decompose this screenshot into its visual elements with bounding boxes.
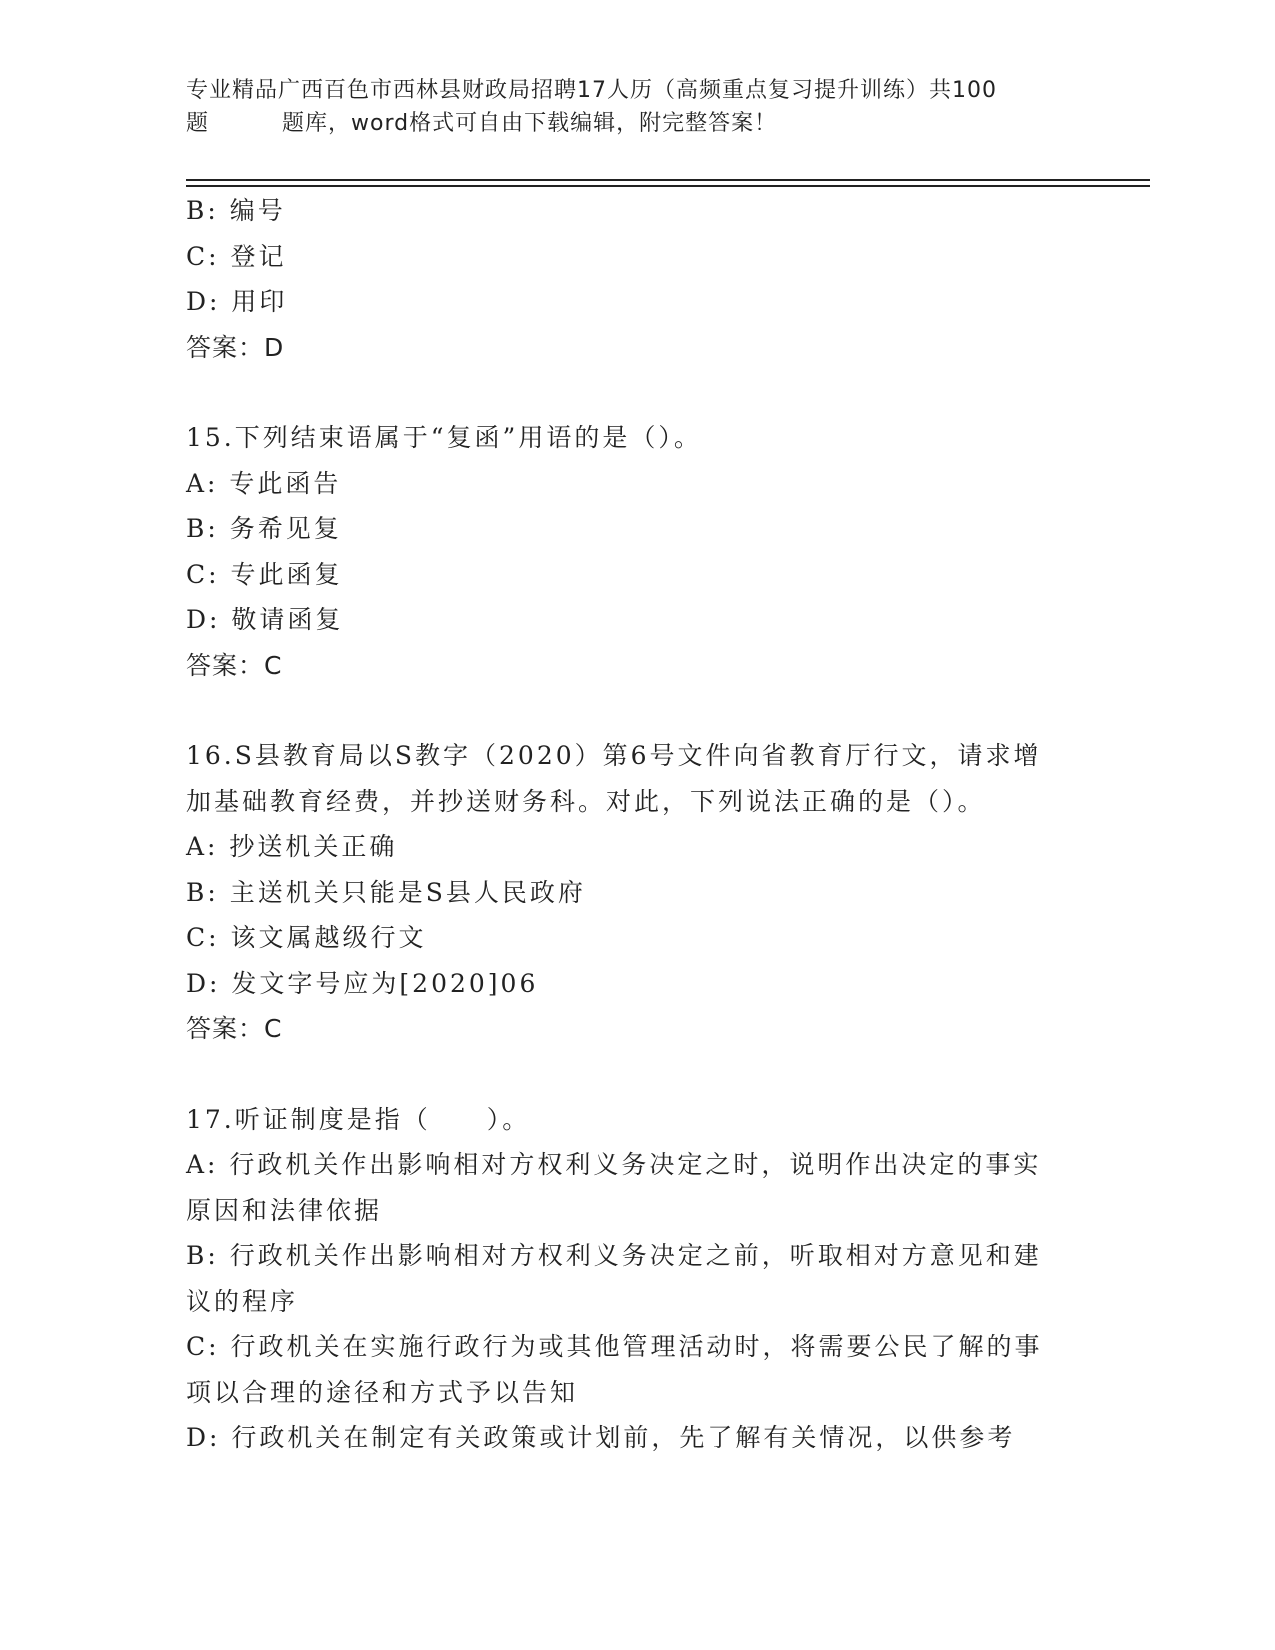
header-rule-top — [186, 179, 1150, 181]
option-d: D: 用印 — [186, 287, 288, 316]
answer: 答案：C — [186, 1014, 283, 1043]
question-stem-line2: 加基础教育经费，并抄送财务科。对此，下列说法正确的是（）。 — [186, 786, 986, 816]
option-a: A: 抄送机关正确 — [186, 832, 398, 861]
header-title-line1: 专业精品广西百色市西林县财政局招聘17人历（高频重点复习提升训练）共100 — [186, 78, 997, 103]
option-a: A: 专此函告 — [186, 468, 342, 498]
document-header — [186, 74, 1066, 140]
option-c: C: 登记 — [186, 241, 287, 271]
header-rule-bottom — [186, 185, 1150, 187]
option-b-line1: B: 行政机关作出影响相对方权利义务决定之前，听取相对方意见和建 — [186, 1241, 1042, 1270]
option-c: C: 该文属越级行文 — [186, 923, 427, 952]
option-b: B: 编号 — [186, 196, 286, 225]
option-d: D: 敬请函复 — [186, 605, 344, 634]
question-stem: 17.听证制度是指（ ）。 — [186, 1104, 531, 1134]
option-b: B: 务希见复 — [186, 514, 342, 543]
question-16 — [186, 733, 1086, 1052]
document-body — [186, 188, 1086, 1461]
option-d-line1: D: 行政机关在制定有关政策或计划前，先了解有关情况，以供参考 — [186, 1423, 1016, 1452]
header-title-line2-left: 题 — [186, 111, 210, 136]
answer: 答案：C — [186, 650, 283, 680]
option-c: C: 专此函复 — [186, 559, 343, 589]
question-stem: 15.下列结束语属于“复函”用语的是（）。 — [186, 423, 702, 452]
question-14-tail — [186, 188, 1086, 370]
question-17 — [186, 1097, 1086, 1461]
option-a-line1: A: 行政机关作出影响相对方权利义务决定之时，说明作出决定的事实 — [186, 1150, 1042, 1179]
header-title-line2-right: 题库，word格式可自由下载编辑，附完整答案！ — [282, 111, 778, 136]
question-stem-line1: 16.S县教育局以S教字（2020）第6号文件向省教育厅行文，请求增 — [186, 741, 1042, 770]
answer: 答案：D — [186, 332, 285, 362]
option-b-line2: 议的程序 — [186, 1286, 299, 1316]
option-a-line2: 原因和法律依据 — [186, 1195, 383, 1225]
question-15 — [186, 415, 1086, 688]
option-c-line1: C: 行政机关在实施行政行为或其他管理活动时，将需要公民了解的事 — [186, 1332, 1043, 1361]
option-c-line2: 项以合理的途径和方式予以告知 — [186, 1377, 579, 1407]
option-d: D: 发文字号应为[2020]06 — [186, 968, 539, 998]
option-b: B: 主送机关只能是S县人民政府 — [186, 877, 586, 907]
